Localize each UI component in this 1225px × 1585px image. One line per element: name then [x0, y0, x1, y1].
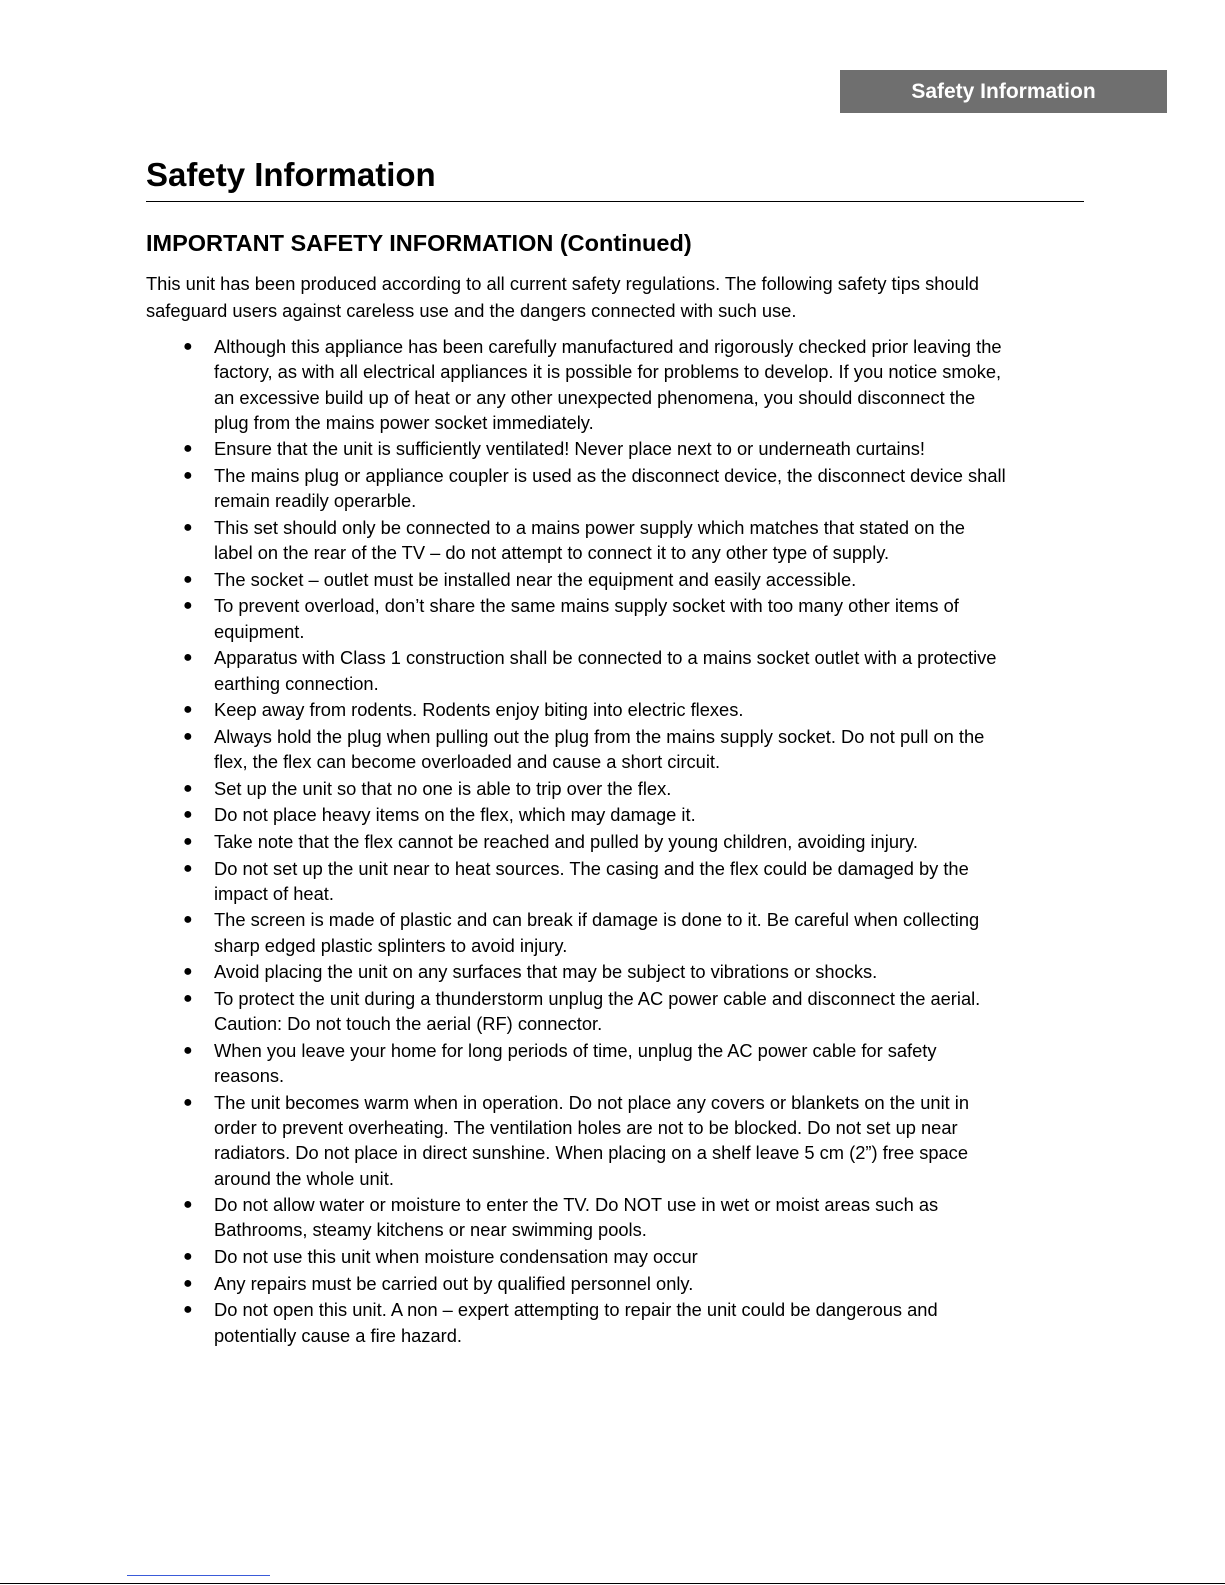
list-item-text: When you leave your home for long periods of time, unplug the AC power cable for safety reasons. [214, 1039, 937, 1087]
list-item-text: This set should only be connected to a mains power supply which matches that stated on the label on the rear of the TV – do not attempt to connect it to any other type of supply. [214, 516, 965, 564]
bullet-icon: ● [183, 911, 193, 929]
list-item [146, 856, 1006, 907]
list-item [146, 334, 1006, 435]
bullet-icon: ● [183, 989, 193, 1007]
list-item [146, 907, 1006, 958]
list-item-text: Avoid placing the unit on any surfaces that may be subject to vibrations or shocks. [214, 961, 878, 983]
list-item [146, 724, 1006, 775]
list-item [146, 986, 1006, 1037]
list-item-text: Keep away from rodents. Rodents enjoy biting into electric flexes. [214, 699, 744, 721]
list-item-text: Ensure that the unit is sufficiently ventilated! Never place next to or underneath curtains! [214, 438, 926, 460]
bullet-icon: ● [183, 832, 193, 850]
list-item-text: Apparatus with Class 1 construction shall be connected to a mains socket outlet with a protective earthing connection. [214, 647, 997, 694]
bullet-icon: ● [183, 806, 193, 824]
list-item-text: Do not place heavy items on the flex, which may damage it. [214, 804, 696, 826]
bullet-icon: ● [183, 1248, 193, 1266]
bullet-icon: ● [183, 440, 193, 458]
bullet-icon: ● [183, 1196, 193, 1214]
intro-paragraph: This unit has been produced according to all current safety regulations. The following safety tips should safeguard users against careless use and the dangers connected with such use. [146, 273, 979, 321]
list-item-text: Set up the unit so that no one is able to trip over the flex. [214, 777, 672, 799]
list-item-text: The socket – outlet must be installed near the equipment and easily accessible. [214, 568, 857, 590]
title-divider [146, 201, 1084, 202]
list-item [146, 1192, 1006, 1243]
list-item [146, 436, 1006, 461]
list-item-text: Do not open this unit. A non – expert attempting to repair the unit could be dangerous and potentially cause a fire hazard. [214, 1299, 938, 1346]
list-item [146, 1090, 1006, 1191]
list-item [146, 959, 1006, 984]
list-item [146, 593, 1006, 644]
list-item-text: To protect the unit during a thunderstorm unplug the AC power cable and disconnect the aerial. Caution: Do not touch the aerial (RF) connector. [214, 987, 981, 1035]
list-item-text: The screen is made of plastic and can break if damage is done to it. Be careful when collecting sharp edged plastic splinters to avoid injury. [214, 909, 980, 956]
page-title: Safety Information [146, 156, 436, 193]
list-item-text: Do not set up the unit near to heat sources. The casing and the flex could be damaged by the impact of heat. [214, 857, 969, 904]
bullet-icon: ● [183, 467, 193, 485]
list-item [146, 1244, 1006, 1269]
list-item [146, 1038, 1006, 1089]
bullet-icon: ● [183, 727, 193, 745]
list-item-text: Although this appliance has been carefully manufactured and rigorously checked prior leaving the factory, as with all electrical appliances it is possible for problems to develop. If you notice smoke, an excessive build up of heat or any other unexpected phenomena, you should disconnect the plug from the mains power socket immediately. [214, 336, 1002, 433]
safety-tips-list [146, 334, 1006, 1349]
list-item-text: Always hold the plug when pulling out the plug from the mains supply socket. Do not pull on the flex, the flex can become overloaded and cause a short circuit. [214, 725, 985, 773]
bullet-icon: ● [183, 338, 193, 355]
list-item [146, 463, 1006, 514]
list-item [146, 697, 1006, 722]
bullet-icon: ● [183, 701, 193, 719]
bullet-icon: ● [183, 649, 193, 667]
bullet-icon: ● [183, 963, 193, 981]
bullet-icon: ● [183, 859, 193, 877]
bullet-icon: ● [183, 570, 193, 588]
list-item-text: Any repairs must be carried out by qualified personnel only. [214, 1272, 694, 1294]
bullet-icon: ● [183, 1041, 193, 1059]
bullet-icon: ● [183, 779, 193, 797]
list-item [146, 802, 1006, 827]
header-section-tab: Safety Information [840, 70, 1167, 113]
bullet-icon: ● [183, 518, 193, 536]
list-item-text: The unit becomes warm when in operation. Do not place any covers or blankets on the unit in order to prevent overheating. The ventilation holes are not to be blocked. Do not set up near radiators. Do not place in direct sunshine. When placing on a shelf leave 5 cm (2”) free space around the whole unit. [214, 1091, 970, 1189]
bullet-icon: ● [183, 1274, 193, 1292]
list-item [146, 645, 1006, 696]
list-item-text: To prevent overload, don’t share the same mains supply socket with too many other items of equipment. [214, 595, 959, 642]
bullet-icon: ● [183, 597, 193, 615]
bullet-icon: ● [183, 1301, 193, 1319]
list-item [146, 776, 1006, 801]
list-item [146, 515, 1006, 566]
list-item-text: Do not allow water or moisture to enter the TV. Do NOT use in wet or moist areas such as Bathrooms, steamy kitchens or near swimming pools. [214, 1194, 939, 1241]
list-item-text: Do not use this unit when moisture condensation may occur [214, 1246, 698, 1268]
footer-link-underline [127, 1575, 270, 1576]
list-item [146, 1271, 1006, 1296]
section-heading: IMPORTANT SAFETY INFORMATION (Continued) [146, 230, 692, 256]
list-item-text: The mains plug or appliance coupler is used as the disconnect device, the disconnect device shall remain readily operarble. [214, 465, 1006, 512]
list-item-text: Take note that the flex cannot be reached and pulled by young children, avoiding injury. [214, 830, 918, 852]
bullet-icon: ● [183, 1093, 193, 1111]
footer-divider [0, 1583, 1225, 1584]
list-item [146, 829, 1006, 854]
list-item [146, 567, 1006, 592]
list-item [146, 1297, 1006, 1348]
